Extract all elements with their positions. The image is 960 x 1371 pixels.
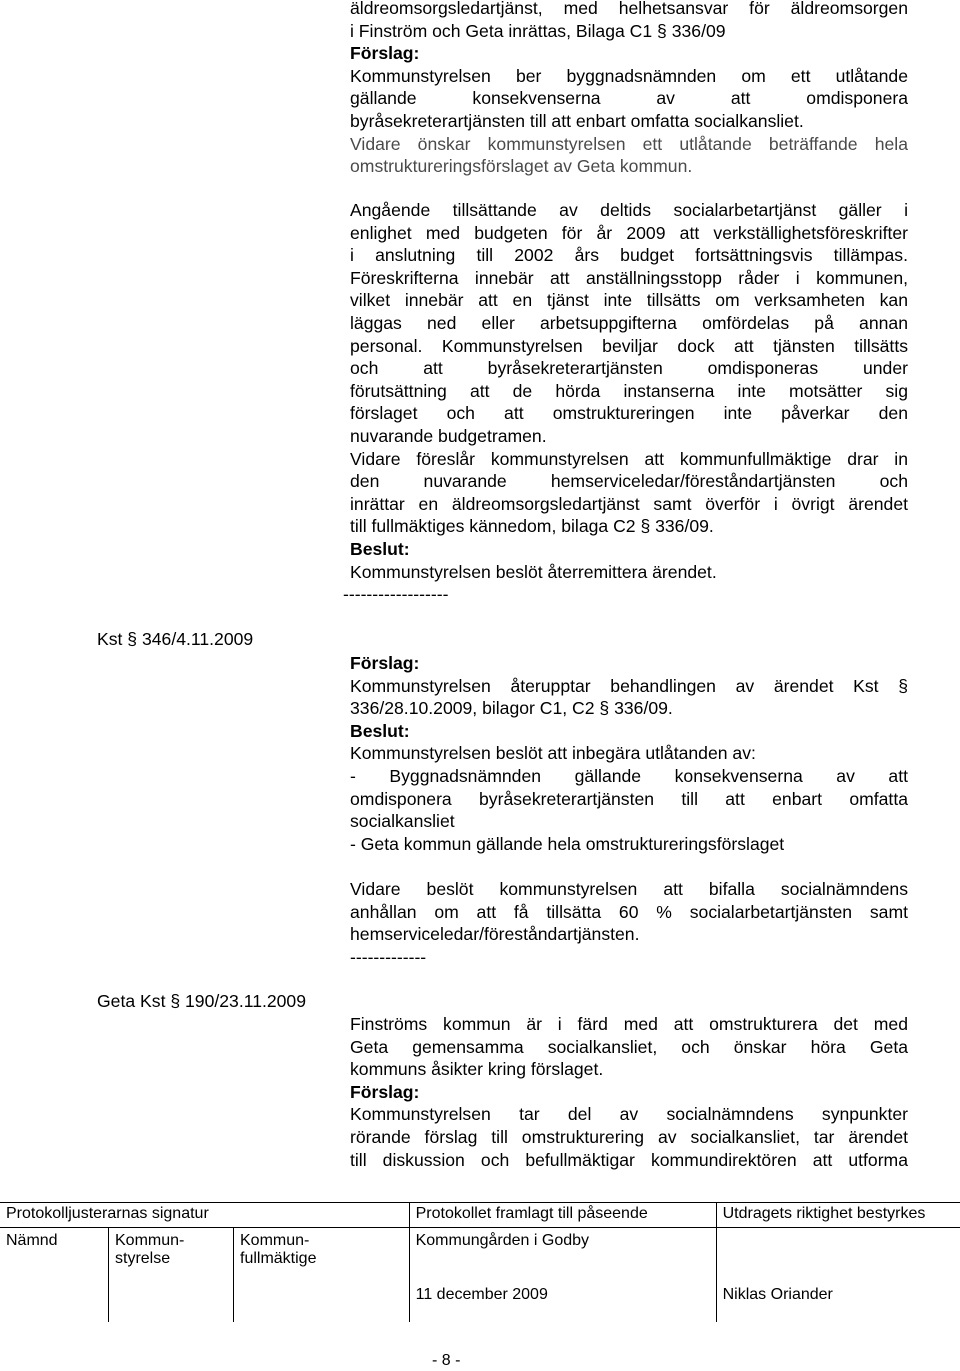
text-line: personal. Kommunstyrelsen beviljar dock att tjänsten tillsätts	[350, 335, 908, 356]
top-section	[350, 0, 908, 178]
meeting-place: Kommungården i Godby	[415, 1232, 590, 1249]
text-line: Kommunstyrelsen återupptar behandlingen av ärendet Kst §	[350, 675, 908, 696]
text-line: den nuvarande hemserviceledar/föreståndartjänsten och	[350, 471, 908, 492]
utdrag-label: Utdragets riktighet bestyrkes	[716, 1203, 960, 1228]
text-line: Finströms kommun är i färd med att omstrukturera det med	[350, 1014, 908, 1034]
signer-name: Niklas Oriander	[722, 1286, 833, 1303]
kommunstyrelse-cell	[109, 1228, 234, 1323]
text-line: inrättar en äldreomsorgsledartjänst samt överför i övrigt ärendet	[350, 493, 908, 514]
text-line: omstruktureringsförslaget av Geta kommun.	[350, 156, 693, 177]
text-line: 336/28.10.2009, bilagor C1, C2 § 336/09.	[350, 698, 673, 719]
section-heading: Förslag:	[350, 43, 420, 64]
section-heading: Förslag:	[350, 1081, 420, 1102]
text-line: enlighet med budgeten för år 2009 att verkställighetsföreskrifter	[350, 222, 908, 243]
middle-section	[343, 199, 908, 606]
kst-section	[350, 652, 908, 968]
kommunstyrelse-label-1: Kommun-	[115, 1232, 185, 1249]
text-line: äldreomsorgsledartjänst, med helhetsansvar för äldreomsorgen	[350, 0, 908, 18]
meeting-date: 11 december 2009	[415, 1286, 548, 1303]
text-line: kommuns åsikter kring förslaget.	[350, 1059, 604, 1080]
text-line: vilket innebär att en tjänst inte tillsätts om verksamheten kan	[350, 290, 908, 311]
separator-dashes: ------------------	[343, 584, 449, 605]
text-line: läggas ned eller arbetsuppgifterna omfördelas på annan	[350, 312, 908, 333]
namnd-label: Nämnd	[6, 1232, 58, 1249]
text-line: nuvarande budgetramen.	[350, 425, 547, 446]
text-line: Vidare föreslår kommunstyrelsen att kommunfullmäktige drar in	[350, 448, 908, 469]
kommunfullmaktige-label-1: Kommun-	[240, 1232, 310, 1249]
kommunstyrelse-label-2: styrelse	[115, 1250, 171, 1267]
section-heading: Beslut:	[350, 538, 410, 559]
text-line: byråsekreterartjänsten till att enbart omfatta socialkansliet.	[350, 110, 804, 131]
text-line: till diskussion och befullmäktigar kommundirektören att utforma	[350, 1149, 908, 1170]
section-heading: Förslag:	[350, 653, 420, 673]
text-line: rörande förslag till omstrukturering av socialkansliet, tar ärendet	[350, 1126, 908, 1147]
signer-cell	[716, 1228, 960, 1323]
blank-line	[350, 855, 908, 878]
text-line: - Geta kommun gällande hela omstruktureringsförslaget	[350, 833, 785, 854]
geta-section	[350, 1013, 908, 1171]
text-line: till fullmäktiges kännedom, bilaga C2 § 336/09.	[350, 516, 714, 537]
text-line: Vidare önskar kommunstyrelsen ett utlåtande beträffande hela	[350, 133, 908, 154]
text-line: Vidare beslöt kommunstyrelsen att bifalla socialnämndens	[350, 878, 908, 899]
signature-label: Protokolljusterarnas signatur	[0, 1203, 409, 1228]
text-line: Kommunstyrelsen beslöt att inbegära utlåtanden av:	[350, 743, 756, 764]
kommunfullmaktige-label-2: fullmäktige	[240, 1250, 317, 1267]
text-line: gällande konsekvenserna av att omdisponera	[350, 88, 908, 109]
text-line: socialkansliet	[350, 811, 455, 832]
text-line: Kommunstyrelsen tar del av socialnämndens synpunkter	[350, 1104, 908, 1125]
text-line: förslaget och att omstruktureringen inte påverkar den	[350, 403, 908, 424]
page-number: - 8 -	[432, 1352, 461, 1369]
section-reference: Geta Kst § 190/23.11.2009	[97, 991, 307, 1011]
text-line: Kommunstyrelsen ber byggnadsnämnden om ett utlåtande	[350, 65, 908, 86]
section-reference: Kst § 346/4.11.2009	[97, 629, 254, 649]
text-line: i Finström och Geta inrättas, Bilaga C1 § 336/09	[350, 20, 726, 41]
text-line: Kommunstyrelsen beslöt återremittera ärendet.	[350, 561, 717, 582]
place-date-cell	[409, 1228, 716, 1323]
text-line: Föreskrifterna innebär att anställningsstopp råder i kommunen,	[350, 267, 908, 288]
text-line: förutsättning att de hörda instanserna inte motsätter sig	[350, 380, 908, 401]
text-line: och att byråsekreterartjänsten omdisponeras under	[350, 358, 908, 379]
protocol-footer	[0, 1202, 960, 1322]
kommunfullmaktige-cell	[234, 1228, 410, 1323]
text-line: - Byggnadsnämnden gällande konsekvenserna av att	[350, 765, 908, 786]
separator-dashes: -------------	[350, 946, 427, 967]
text-line: hemserviceledar/föreståndartjänsten.	[350, 924, 640, 945]
text-line: anhållan om att få tillsätta 60 % socialarbetartjänsten samt	[350, 901, 908, 922]
framlagt-label: Protokollet framlagt till påseende	[409, 1203, 716, 1228]
section-heading: Beslut:	[350, 720, 410, 741]
text-line: omdisponera byråsekreterartjänsten till att enbart omfatta	[350, 788, 908, 809]
text-line: Angående tillsättande av deltids socialarbetartjänst gäller i	[350, 200, 908, 220]
text-line: Geta gemensamma socialkansliet, och önskar höra Geta	[350, 1036, 908, 1057]
namnd-cell	[0, 1228, 109, 1323]
text-line: i anslutning till 2002 års budget fortsättningsvis tillämpas.	[350, 245, 908, 266]
